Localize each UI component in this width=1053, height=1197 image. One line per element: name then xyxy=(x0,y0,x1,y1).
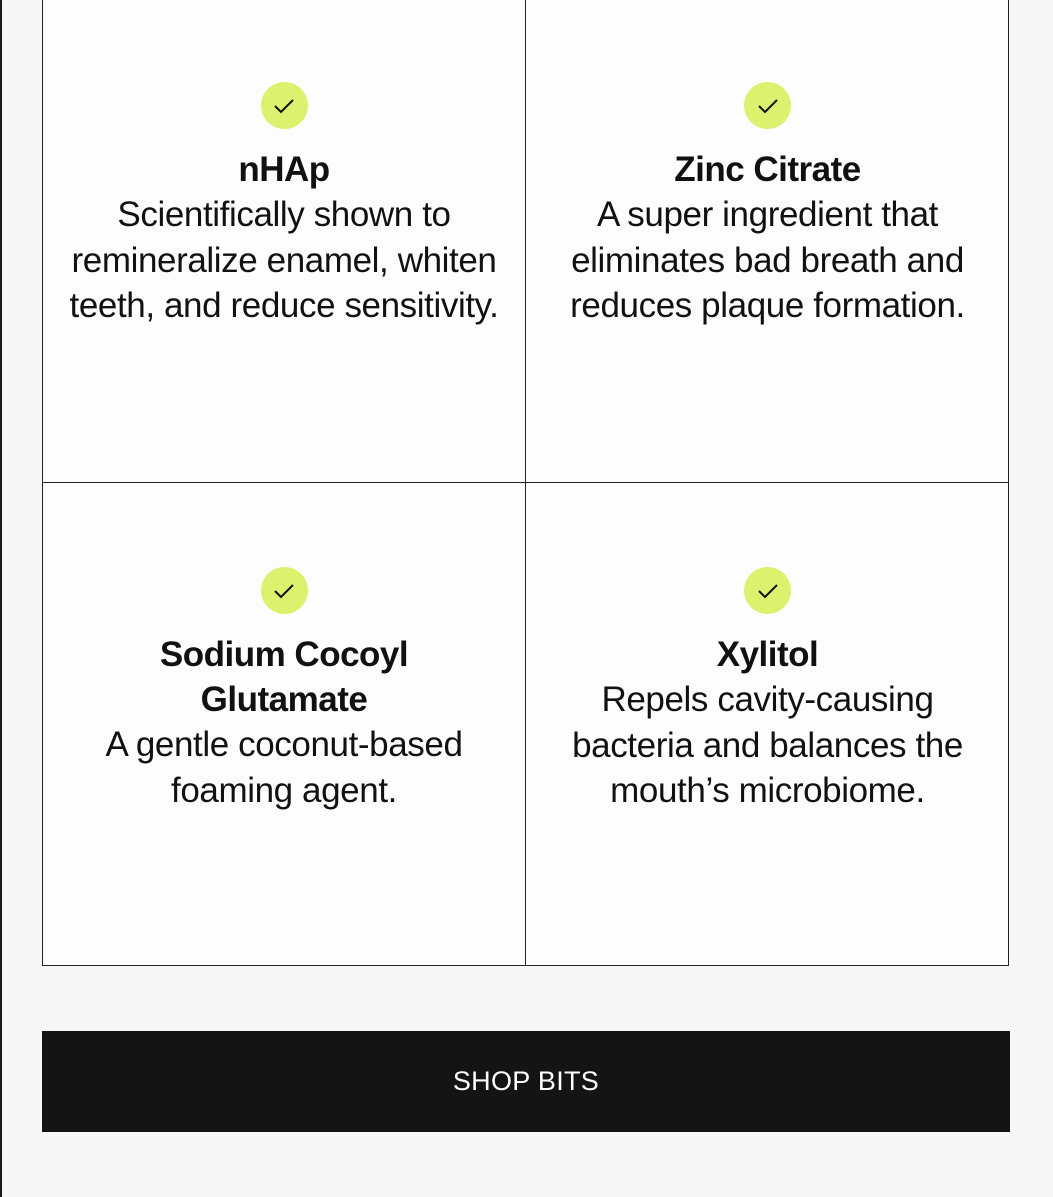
ingredient-title: Zinc Citrate xyxy=(674,150,861,189)
check-icon xyxy=(744,82,791,129)
ingredient-title: nHAp xyxy=(238,150,330,189)
ingredient-description: Scientifically shown to remineralize enamel, whiten teeth, and reduce sensitivity. xyxy=(69,195,499,325)
ingredient-description: A gentle coconut-based foaming agent. xyxy=(105,725,463,810)
shop-bits-button[interactable]: SHOP BITS xyxy=(42,1031,1010,1132)
ingredient-card-nhap xyxy=(43,0,526,483)
check-icon xyxy=(261,82,308,129)
ingredient-card-xylitol xyxy=(526,483,1009,966)
check-icon xyxy=(744,567,791,614)
ingredients-grid xyxy=(42,0,1009,966)
ingredient-description: Repels cavity-causing bacteria and balances the mouth’s microbiome. xyxy=(572,680,963,810)
ingredient-card-sodium-cocoyl-glutamate xyxy=(43,483,526,966)
ingredient-title: Xylitol xyxy=(716,635,819,674)
check-icon xyxy=(261,567,308,614)
page-edge-line xyxy=(0,0,2,1197)
ingredient-card-zinc-citrate xyxy=(526,0,1009,483)
ingredient-description: A super ingredient that eliminates bad breath and reduces plaque formation. xyxy=(570,195,965,325)
ingredient-title: Sodium Cocoyl Glutamate xyxy=(159,635,409,719)
